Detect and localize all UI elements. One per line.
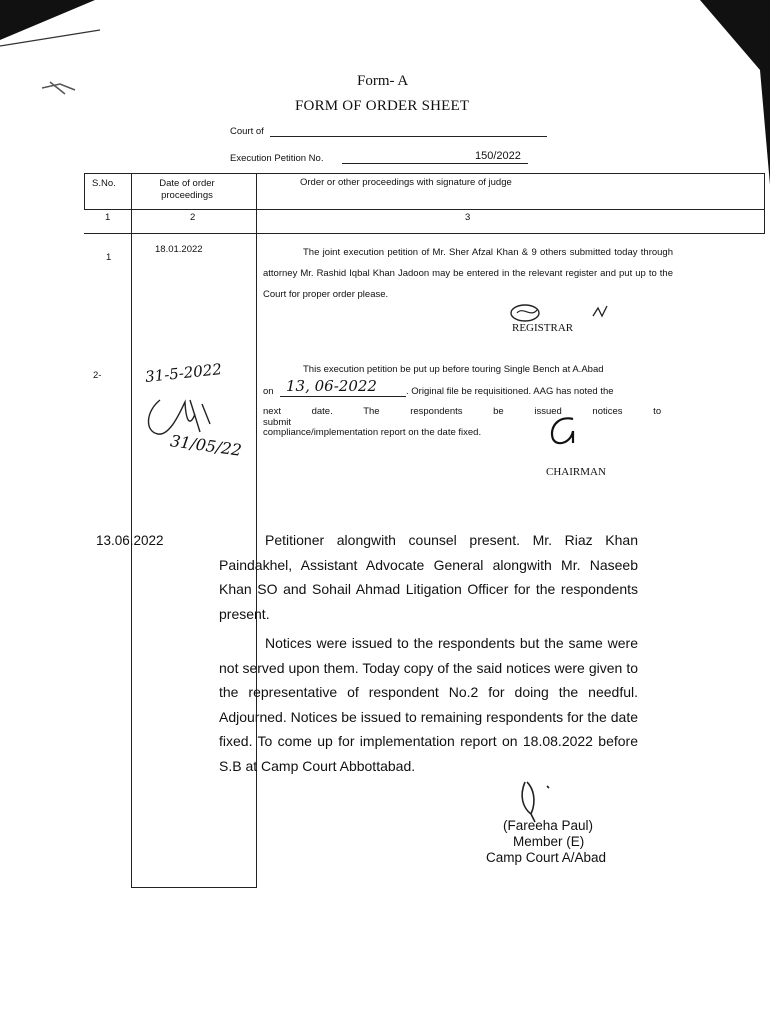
table-left-border — [84, 173, 85, 209]
entry-2-date-handwritten: 31-5-2022 — [144, 360, 223, 386]
entry-2-date-handwritten-2: 31/05/22 — [169, 431, 243, 460]
entry-1-signatory: REGISTRAR — [512, 322, 574, 334]
petition-label: Execution Petition No. — [230, 153, 324, 164]
table-top-border — [84, 173, 765, 174]
scan-mark-left — [40, 78, 80, 98]
col-divider-1 — [131, 173, 132, 888]
col-number-2: 2 — [190, 212, 196, 223]
entry-2-text-line3: next date. The respondents be issued notices to submit — [263, 406, 662, 428]
entry-1-sno: 1 — [106, 252, 112, 263]
entry-1-date: 18.01.2022 — [155, 244, 203, 255]
col-header-date: Date of order proceedings — [159, 178, 215, 201]
header-bottom-border — [84, 209, 765, 210]
signatory-name: (Fareeha Paul) — [503, 818, 594, 833]
table-bottom-line — [131, 887, 257, 888]
court-field-line — [270, 136, 547, 137]
court-label: Court of — [230, 126, 264, 137]
scan-corner-top-left — [0, 0, 110, 60]
col-header-order: Order or other proceedings with signature of judge — [300, 177, 512, 188]
entry-2-text-on: on — [263, 386, 274, 397]
entry-2-initial-mark — [545, 413, 585, 447]
scan-corner-top-right — [690, 0, 770, 190]
signatory-place: Camp Court A/Abad — [486, 850, 607, 865]
entry-2-date-line — [280, 396, 406, 397]
entry-2-text-line4: compliance/implementation report on the date fixed. — [263, 427, 482, 438]
col-header-sno: S.No. — [92, 178, 116, 189]
petition-number: 150/2022 — [475, 150, 521, 162]
petition-field-line — [342, 163, 528, 164]
form-label: Form- A — [357, 73, 409, 89]
entry-3-para1: Petitioner alongwith counsel present. Mr. Riaz Khan Paindakhel, Assistant Advocate General alongwith Mr. Naseeb Khan SO and Sohail Ahmad Litigation Officer for the respondents present. — [219, 532, 638, 622]
entry-2-text-line1: This execution petition be put up before touring Single Bench at A.Abad — [303, 364, 604, 375]
page-title: FORM OF ORDER SHEET — [295, 98, 470, 114]
entry-2-text-line2: . Original file be requisitioned. AAG has noted the — [406, 386, 614, 397]
entry-2-hand-date: 13, 06-2022 — [286, 377, 377, 395]
entry-2-sno: 2- — [93, 370, 102, 381]
col-number-3: 3 — [465, 212, 471, 223]
entry-1-text: The joint execution petition of Mr. Sher Afzal Khan & 9 others submitted today through attorney Mr. Rashid Iqbal Khan Jadoon may be entered in the relevant register and put up to the Court for proper order please. — [263, 247, 673, 300]
entry-3-date: 13.06.2022 — [96, 533, 164, 548]
entry-3-para2: Notices were issued to the respondents but the same were not served upon them. Today copy of the said notices were given to the representative of respondent No.2 for doing the needful. Adjourned. Notices be issued to remaining respondents for the date fixed. To come up for implementation report on 18.08.2022 before S.B at Camp Court Abbottabad. — [219, 635, 638, 774]
col-number-1: 1 — [105, 212, 111, 223]
entry-2-signatory: CHAIRMAN — [546, 466, 606, 478]
signatory-role: Member (E) — [513, 834, 585, 849]
numbers-bottom-border — [84, 233, 765, 234]
table-right-border — [764, 173, 765, 233]
